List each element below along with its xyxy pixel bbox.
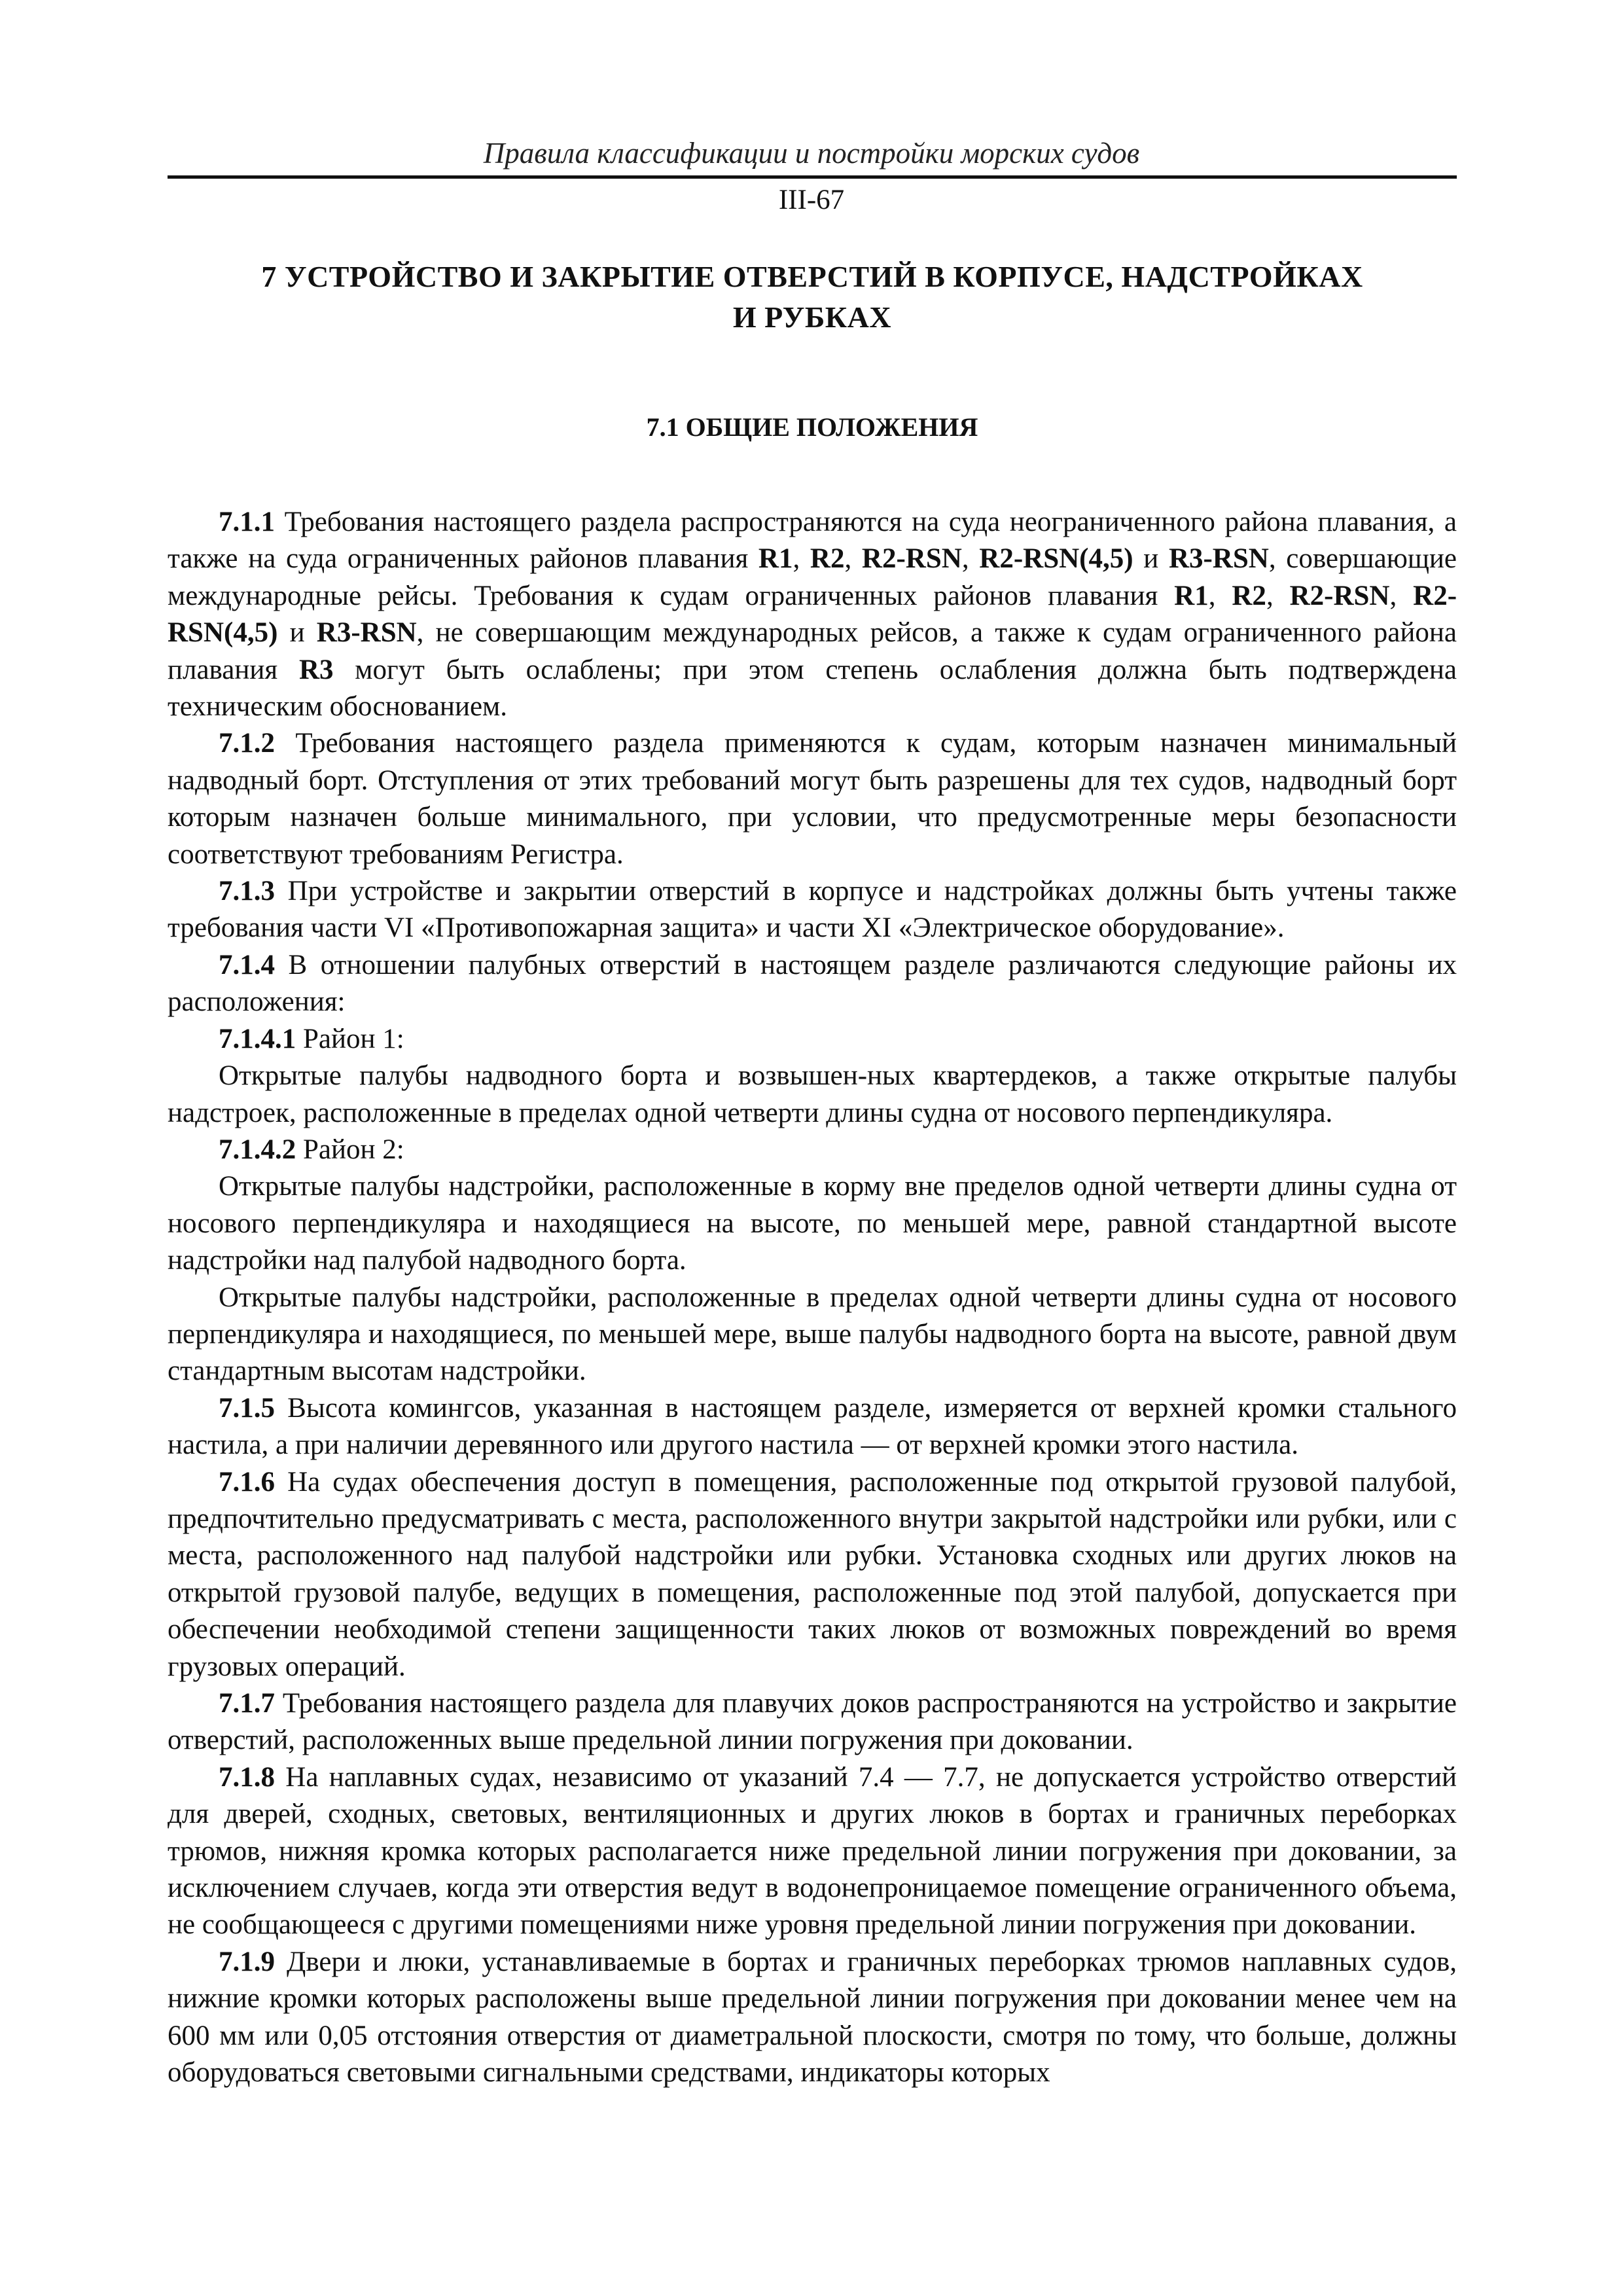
paragraph-7-1-4-2-text-2: Открытые палубы надстройки, расположенные в пределах одной четверти длины судна от носового перпендикуляра и находящиеся, по меньшей мере, выше палубы надводного борта на высоте, равной двум стандартным высотам надстройки.	[168, 1282, 1457, 1387]
paragraph-number: 7.1.8	[219, 1761, 275, 1793]
paragraph-7-1-4-2-text-1: Открытые палубы надстройки, расположенные в корму вне пределов одной четверти длины судна от носового перпендикуляра и находящиеся на высоте, по меньшей мере, равной стандартной высоте надстройки над палубой надводного борта.	[168, 1171, 1457, 1276]
paragraph-7-1-6: 7.1.6 На судах обеспечения доступ в помещения, расположенные под открытой грузовой палубой, предпочтительно предусматривать с места, расположенного внутри закрытой надстройки или рубки, или с места, расположенного над палубой надстройки или рубки. Установка сходных или других люков на открытой грузовой палубе, ведущих в помещения, расположенные под этой палубой, допускается при обеспечении необходимой степени защищенности таких люков от возможных повреждений во время грузовых операций.	[168, 1466, 1457, 1682]
running-header: Правила классификации и постройки морских судов	[483, 137, 1140, 170]
paragraph-number: 7.1.4.1	[219, 1023, 296, 1054]
paragraph-number: 7.1.3	[219, 876, 275, 907]
paragraph-7-1-4: 7.1.4 В отношении палубных отверстий в настоящем разделе различаются следующие районы их расположения:	[168, 949, 1457, 1018]
chapter-title-line-1: 7 УСТРОЙСТВО И ЗАКРЫТИЕ ОТВЕРСТИЙ В КОРПУСЕ, НАДСТРОЙКАХ	[261, 260, 1363, 293]
paragraph-7-1-7: 7.1.7 Требования настоящего раздела для плавучих доков распространяются на устройство и закрытие отверстий, расположенных выше предельной линии погружения при доковании.	[168, 1688, 1457, 1756]
header-rule	[168, 175, 1457, 179]
paragraph-number: 7.1.4	[219, 949, 275, 980]
paragraph-7-1-1: 7.1.1 Требования настоящего раздела распространяются на суда неограниченного района плавания, а также на суда ограниченных районов плавания R1, R2, R2-RSN, R2-RSN(4,5) и R3-RSN, совершающие международные рейсы. Требования к судам ограниченных районов плавания R1, R2, R2-RSN, R2-RSN(4,5) и R3-RSN, не совершающим международных рейсов, а также к судам ограниченного района плавания R3 могут быть ослаблены; при этом степень ослабления должна быть подтверждена техническим обоснованием.	[168, 507, 1457, 723]
paragraph-number: 7.1.4.2	[219, 1134, 296, 1165]
page-number: III-67	[778, 185, 845, 215]
paragraph-number: 7.1.1	[219, 507, 275, 537]
paragraph-7-1-4-2: 7.1.4.2 Район 2:	[219, 1134, 404, 1165]
section-title: 7.1 ОБЩИЕ ПОЛОЖЕНИЯ	[646, 412, 978, 442]
paragraph-number: 7.1.5	[219, 1392, 275, 1424]
paragraph-7-1-5: 7.1.5 Высота комингсов, указанная в настоящем разделе, измеряется от верхней кромки стального настила, а при наличии деревянного или другого настила — от верхней кромки этого настила.	[168, 1392, 1457, 1461]
paragraph-7-1-4-1-text: Открытые палубы надводного борта и возвышен-ных квартердеков, а также открытые палубы надстроек, расположенные в пределах одной четверти длины судна от носового перпендикуляра.	[168, 1060, 1457, 1128]
chapter-title	[168, 257, 1457, 338]
paragraph-number: 7.1.7	[219, 1688, 275, 1719]
paragraph-number: 7.1.9	[219, 1946, 275, 1977]
paragraph-7-1-3: 7.1.3 При устройстве и закрытии отверстий в корпусе и надстройках должны быть учтены также требования части VI «Противопожарная защита» и части XI «Электрическое оборудование».	[168, 876, 1457, 944]
paragraph-7-1-2: 7.1.2 Требования настоящего раздела применяются к судам, которым назначен минимальный надводный борт. Отступления от этих требований могут быть разрешены для тех судов, надводный борт которым назначен больше минимального, при условии, что предусмотренные меры безопасности соответствуют требованиям Регистра.	[168, 728, 1457, 870]
paragraph-7-1-8: 7.1.8 На наплавных судах, независимо от указаний 7.4 — 7.7, не допускается устройство отверстий для дверей, сходных, световых, вентиляционных и других люков в бортах и граничных переборках трюмов, нижняя кромка которых располагается ниже предельной линии погружения при доковании, за исключением случаев, когда эти отверстия ведут в водонепроницаемое помещение ограниченного объема, не сообщающееся с другими помещениями ниже уровня предельной линии погружения при доковании.	[168, 1761, 1457, 1941]
paragraph-number: 7.1.6	[219, 1466, 275, 1498]
paragraph-7-1-4-1: 7.1.4.1 Район 1:	[219, 1023, 404, 1054]
paragraph-7-1-9: 7.1.9 Двери и люки, устанавливаемые в бортах и граничных переборках трюмов наплавных судов, нижние кромки которых расположены выше предельной линии погружения при доковании менее чем на 600 мм или 0,05 отстояния отверстия от диаметральной плоскости, смотря по тому, что больше, должны оборудоваться световыми сигнальными средствами, индикаторы которых	[168, 1946, 1457, 2089]
body-text	[168, 504, 1457, 2091]
paragraph-number: 7.1.2	[219, 728, 275, 759]
chapter-title-line-2: И РУБКАХ	[732, 300, 892, 334]
